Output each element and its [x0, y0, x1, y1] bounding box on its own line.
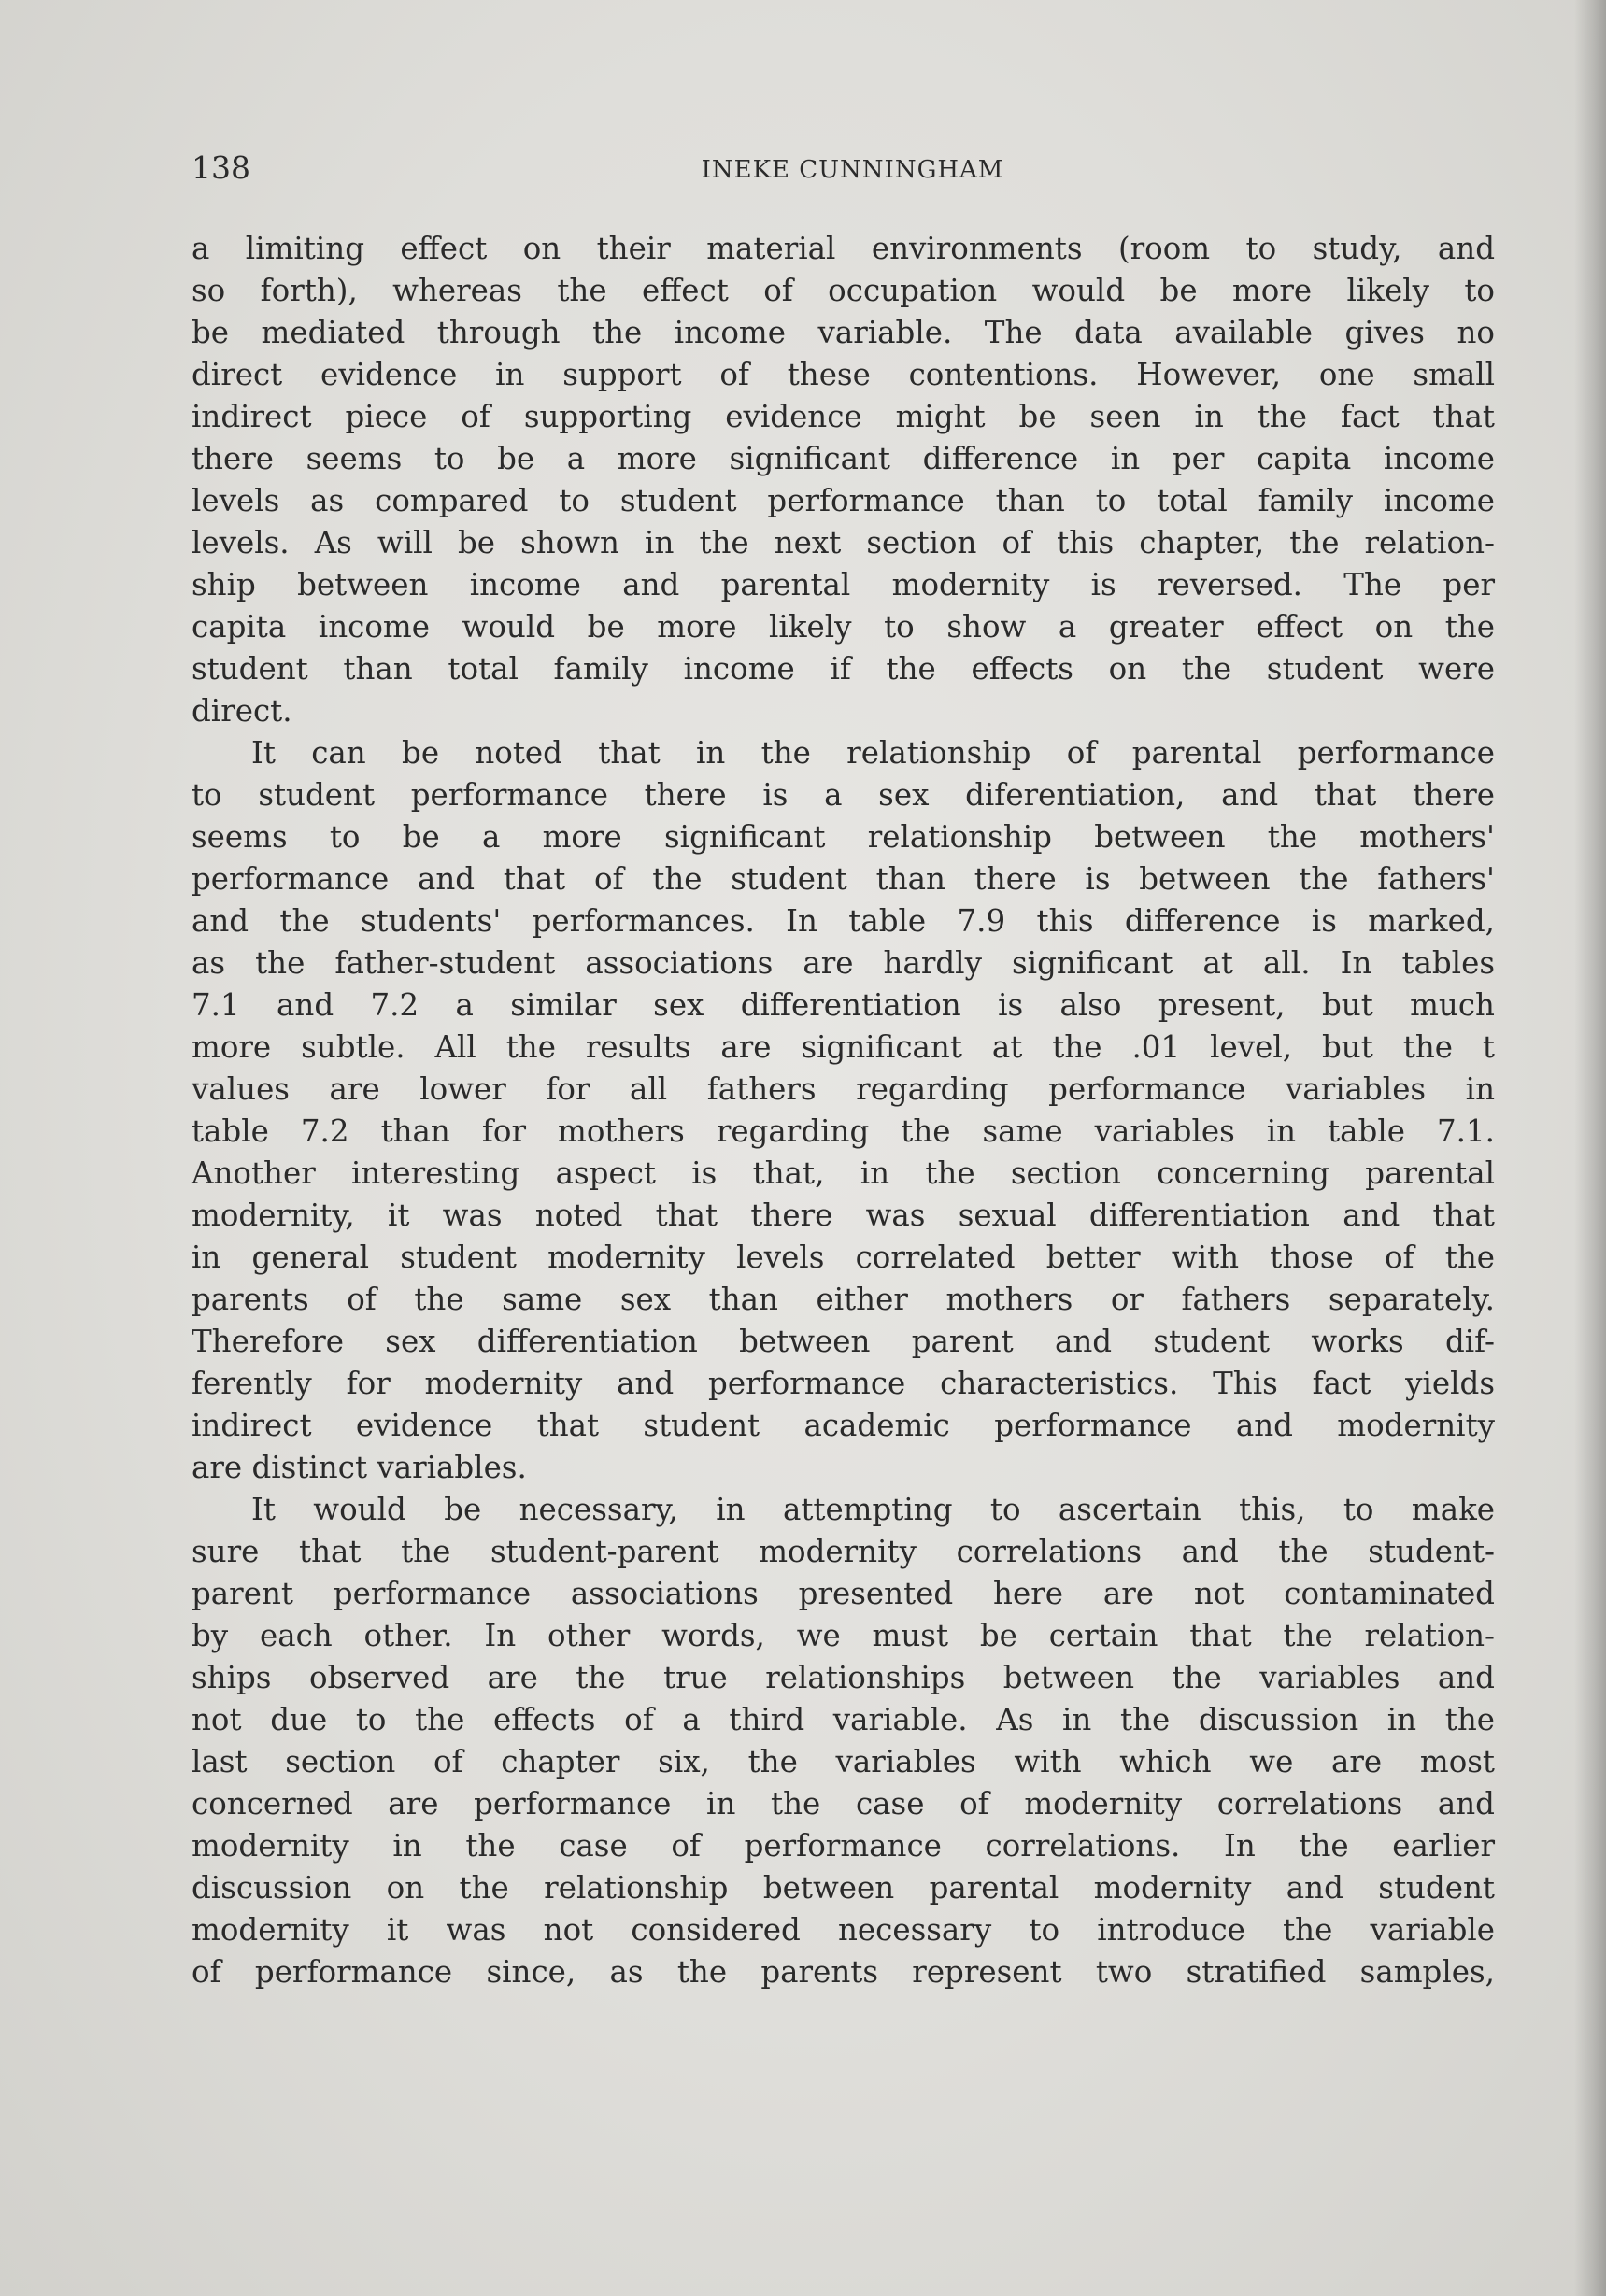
text-line: be mediated through the income variable. The data available gives no	[192, 315, 1495, 350]
text-line: by each other. In other words, we must be certain that the relation-	[192, 1618, 1495, 1653]
text-line: indirect piece of supporting evidence might be seen in the fact that	[192, 399, 1495, 434]
text-line: performance and that of the student than there is between the fathers'	[192, 861, 1495, 897]
text-line: are distinct variables.	[192, 1450, 527, 1485]
text-line: direct.	[192, 693, 292, 729]
text-line: levels. As will be shown in the next section of this chapter, the relation-	[192, 525, 1495, 560]
text-line: concerned are performance in the case of modernity correlations and	[192, 1786, 1495, 1821]
text-line: levels as compared to student performance than to total family income	[192, 483, 1495, 518]
paragraph-first-line: It can be noted that in the relationship of parental performance	[251, 735, 1495, 771]
text-line: ship between income and parental modernity is reversed. The per	[192, 567, 1495, 602]
text-line: direct evidence in support of these contentions. However, one small	[192, 357, 1495, 392]
text-line: capita income would be more likely to show a greater effect on the	[192, 609, 1495, 645]
text-line: modernity it was not considered necessary to introduce the variable	[192, 1912, 1495, 1948]
text-line: in general student modernity levels correlated better with those of the	[192, 1240, 1495, 1275]
page-edge-shadow	[1574, 0, 1606, 2296]
text-line: ferently for modernity and performance characteristics. This fact yields	[192, 1366, 1495, 1401]
text-line: Therefore sex differentiation between parent and student works dif-	[192, 1324, 1495, 1359]
text-line: last section of chapter six, the variables with which we are most	[192, 1744, 1495, 1779]
text-line: modernity, it was noted that there was sexual differentiation and that	[192, 1198, 1495, 1233]
text-line: ships observed are the true relationships between the variables and	[192, 1660, 1495, 1695]
text-line: more subtle. All the results are significant at the .01 level, but the t	[192, 1029, 1495, 1065]
text-line: and the students' performances. In table 7.9 this difference is marked,	[192, 903, 1495, 939]
text-line: Another interesting aspect is that, in the section concerning parental	[192, 1155, 1495, 1191]
text-line: to student performance there is a sex diferentiation, and that there	[192, 777, 1495, 813]
text-line: seems to be a more significant relationship between the mothers'	[192, 819, 1495, 855]
text-line: not due to the effects of a third variable. As in the discussion in the	[192, 1702, 1495, 1737]
text-line: as the father-student associations are hardly significant at all. In tables	[192, 945, 1495, 981]
text-line: so forth), whereas the effect of occupation would be more likely to	[192, 273, 1495, 308]
paragraph-first-line: It would be necessary, in attempting to ascertain this, to make	[251, 1492, 1495, 1527]
text-line: table 7.2 than for mothers regarding the same variables in table 7.1.	[192, 1113, 1495, 1149]
text-line: a limiting effect on their material environments (room to study, and	[192, 231, 1495, 266]
running-head: INEKE CUNNINGHAM	[701, 156, 1004, 184]
text-line: modernity in the case of performance correlations. In the earlier	[192, 1828, 1495, 1864]
text-line: there seems to be a more significant difference in per capita income	[192, 441, 1495, 476]
text-line: parents of the same sex than either mothers or fathers separately.	[192, 1282, 1495, 1317]
text-line: parent performance associations presented here are not contaminated	[192, 1576, 1495, 1611]
text-line: values are lower for all fathers regarding performance variables in	[192, 1071, 1495, 1107]
text-line: indirect evidence that student academic performance and modernity	[192, 1408, 1495, 1443]
page-number: 138	[192, 149, 250, 186]
text-line: of performance since, as the parents represent two stratified samples,	[192, 1954, 1495, 1990]
text-line: student than total family income if the effects on the student were	[192, 651, 1495, 687]
text-line: sure that the student-parent modernity correlations and the student-	[192, 1534, 1495, 1569]
text-line: 7.1 and 7.2 a similar sex differentiation is also present, but much	[192, 987, 1495, 1023]
text-line: discussion on the relationship between parental modernity and student	[192, 1870, 1495, 1906]
body-text	[192, 228, 1495, 1993]
page-header	[192, 149, 1495, 196]
